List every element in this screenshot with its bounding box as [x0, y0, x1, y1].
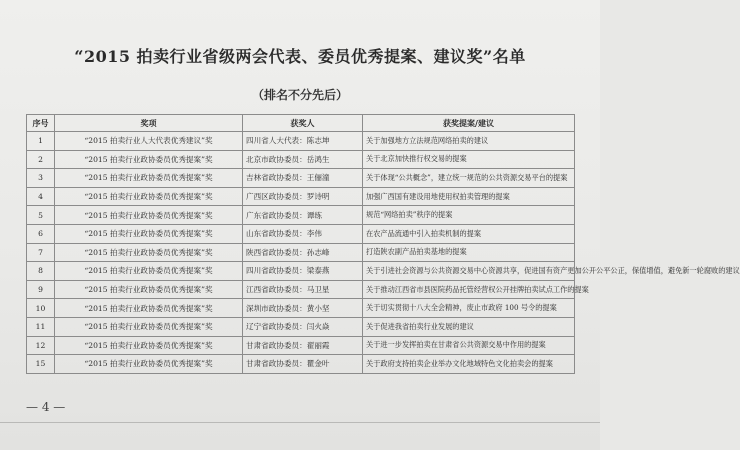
row-proposal: 关于促进我省拍卖行业发展的建议	[363, 317, 575, 336]
header-proposal: 获奖提案/建议	[363, 115, 575, 132]
row-winner: 北京市政协委员：岳鸿生	[243, 150, 363, 169]
table-row	[27, 132, 575, 151]
row-proposal: 加强广西国有建设用地使用权拍卖管理的提案	[363, 187, 575, 206]
row-index: 11	[27, 317, 55, 336]
awards-table	[26, 114, 740, 374]
row-proposal: 关于推动江西省市县医院药品托管经营权公开挂牌拍卖试点工作的提案	[363, 280, 575, 299]
row-winner: 陕西省政协委员：孙志峰	[243, 243, 363, 262]
row-award: “2015 拍卖行业政协委员优秀提案”奖	[55, 187, 243, 206]
table-row	[27, 336, 575, 355]
row-award: “2015 拍卖行业政协委员优秀提案”奖	[55, 299, 243, 318]
row-winner: 江西省政协委员：马卫星	[243, 280, 363, 299]
row-winner: 山东省政协委员：李伟	[243, 224, 363, 243]
row-award: “2015 拍卖行业政协委员优秀提案”奖	[55, 355, 243, 374]
row-proposal: 关于加强地方立法规范网络拍卖的建议	[363, 132, 575, 151]
table-row	[27, 150, 575, 169]
row-proposal: 关于进一步发挥拍卖在甘肃省公共资源交易中作用的提案	[363, 336, 575, 355]
table-row	[27, 299, 575, 318]
row-index: 3	[27, 169, 55, 188]
row-award: “2015 拍卖行业政协委员优秀提案”奖	[55, 206, 243, 225]
row-award: “2015 拍卖行业人大代表优秀建议”奖	[55, 132, 243, 151]
table-row	[27, 262, 575, 281]
row-winner: 辽宁省政协委员：闫火焱	[243, 317, 363, 336]
row-proposal: 关于政府支持拍卖企业举办文化地域特色文化拍卖会的提案	[363, 355, 575, 374]
table-row	[27, 187, 575, 206]
table-row	[27, 355, 575, 374]
row-index: 5	[27, 206, 55, 225]
row-proposal: 关于体现“公共概念”，建立统一规范的公共资源交易平台的提案	[363, 169, 575, 188]
row-proposal: 关于切实贯彻十八大全会精神，废止市政府 100 号令的提案	[363, 299, 575, 318]
row-index: 8	[27, 262, 55, 281]
row-winner: 四川省政协委员：梁泰燕	[243, 262, 363, 281]
row-index: 1	[27, 132, 55, 151]
row-proposal: 在农产品流通中引入拍卖机制的提案	[363, 224, 575, 243]
header-award: 奖项	[55, 115, 243, 132]
row-winner: 甘肃省政协委员：翟丽霞	[243, 336, 363, 355]
table-row	[27, 224, 575, 243]
header-winner: 获奖人	[243, 115, 363, 132]
table-row	[27, 317, 575, 336]
row-winner: 广西区政协委员：罗诗明	[243, 187, 363, 206]
row-winner: 广东省政协委员：谭练	[243, 206, 363, 225]
row-award: “2015 拍卖行业政协委员优秀提案”奖	[55, 262, 243, 281]
row-award: “2015 拍卖行业政协委员优秀提案”奖	[55, 317, 243, 336]
header-index: 序号	[27, 115, 55, 132]
page-number: — 4 —	[26, 400, 66, 414]
row-index: 4	[27, 187, 55, 206]
row-award: “2015 拍卖行业政协委员优秀提案”奖	[55, 280, 243, 299]
row-winner: 甘肃省政协委员：瞿金叶	[243, 355, 363, 374]
table-row	[27, 280, 575, 299]
row-index: 15	[27, 355, 55, 374]
row-winner: 深圳市政协委员：黄小坚	[243, 299, 363, 318]
row-index: 7	[27, 243, 55, 262]
row-index: 10	[27, 299, 55, 318]
table-row	[27, 206, 575, 225]
row-award: “2015 拍卖行业政协委员优秀提案”奖	[55, 150, 243, 169]
row-winner: 四川省人大代表：陈志坤	[243, 132, 363, 151]
table-header-row	[27, 115, 575, 132]
document-title: “2015 拍卖行业省级两会代表、委员优秀提案、建议奖”名单	[74, 47, 526, 66]
row-proposal: 关于北京加快推行权交易的提案	[363, 150, 575, 169]
row-index: 2	[27, 150, 55, 169]
row-award: “2015 拍卖行业政协委员优秀提案”奖	[55, 224, 243, 243]
row-winner: 吉林省政协委员：王俪潼	[243, 169, 363, 188]
row-award: “2015 拍卖行业政协委员优秀提案”奖	[55, 336, 243, 355]
row-proposal: 关于引进社会资源与公共资源交易中心资源共享，促进国有资产更加公开公平公正，保值增值，避免新一轮腐败的建议	[363, 262, 575, 281]
table-row	[27, 243, 575, 262]
row-index: 12	[27, 336, 55, 355]
table-row	[27, 169, 575, 188]
row-award: “2015 拍卖行业政协委员优秀提案”奖	[55, 169, 243, 188]
page-divider	[0, 422, 600, 423]
row-proposal: 打造陕农副产品拍卖基地的提案	[363, 243, 575, 262]
row-index: 9	[27, 280, 55, 299]
document-subtitle: （排名不分先后）	[251, 88, 348, 102]
row-proposal: 规范“网络拍卖”秩序的提案	[363, 206, 575, 225]
row-index: 6	[27, 224, 55, 243]
row-award: “2015 拍卖行业政协委员优秀提案”奖	[55, 243, 243, 262]
